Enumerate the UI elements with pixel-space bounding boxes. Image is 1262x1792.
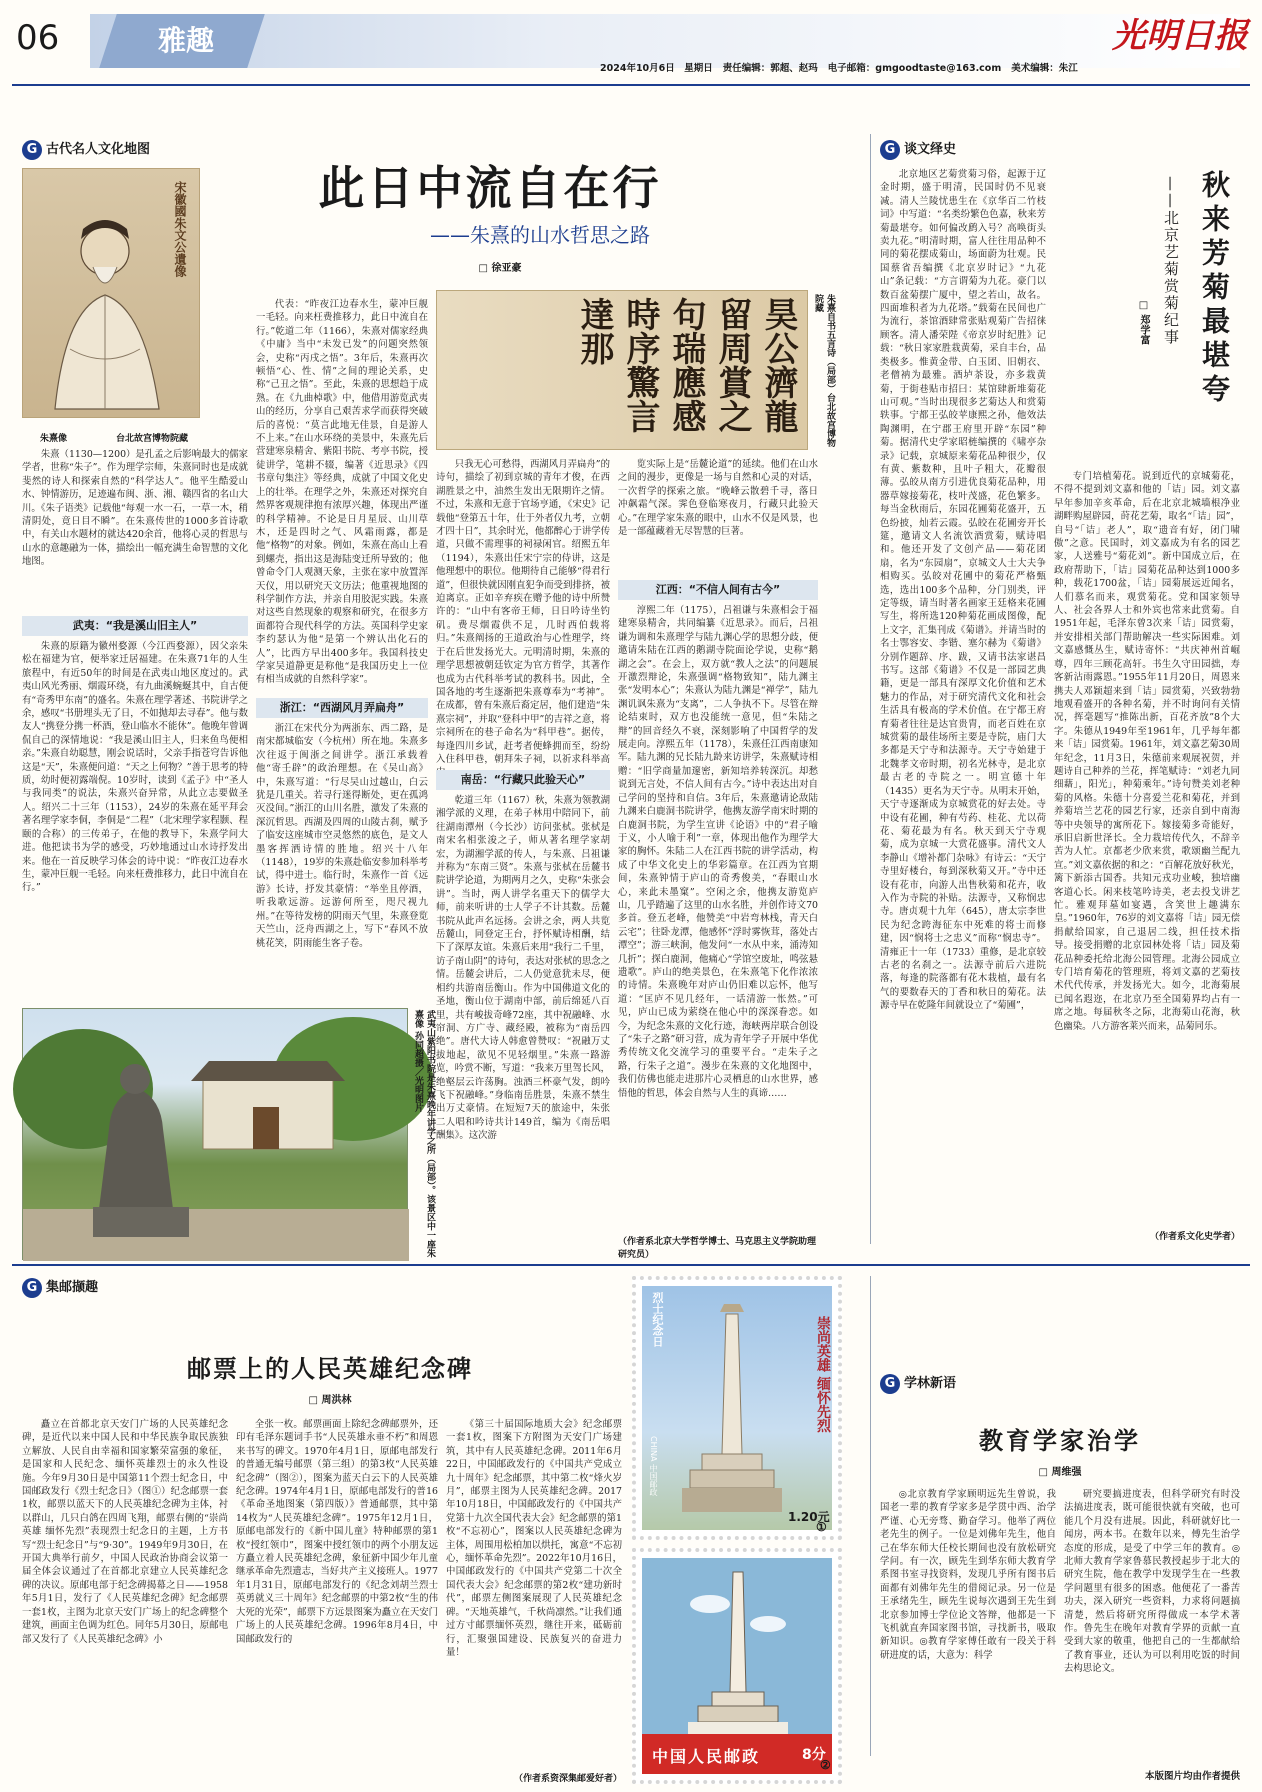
art-editor: 美术编辑：朱江: [1011, 63, 1078, 74]
stamps-author-note: （作者系资深集邮爱好者）: [513, 1774, 622, 1784]
vertical-divider: [870, 1276, 871, 1756]
statue-scene: [23, 1009, 409, 1261]
col3-body2: 乾道三年（1167）秋，朱熹为领教湖湘学派的义理，在弟子林用中陪同下，前往湖南潭州（今长沙）访问张栻。张栻是南宋名相张浚之子，师从著名理学家胡宏，为湖湘学派的传人，与朱熹、吕祖谦并称为“东南三贤”。朱熹与张栻在岳麓书院讲学论道，为期两月之久，史称“朱张会讲”。当时，两人讲学名重天下的儒学大师，前来听讲的士人学子不计其数。岳麓书院从此声名远扬。会讲之余，两人共览岳麓山，同登定王台，抒怀赋诗相酬，结下了深厚友谊。朱熹后来用“我行二千里，访子南山阴”的诗句，表达对张栻的思念之情。岳麓会讲后，二人仍觉意犹未尽，便相约共游南岳衡山。作为中国佛道文化的圣地，衡山位于湖南中部，前后绵延八百里，共有峻拔奇峰72座，其中祝融峰、水帘洞、方广寺、藏经殿，被称为“南岳四绝”。唐代大诗人韩愈曾赞叹：“祝融万丈拔地起，欲见不见轻烟里。”朱熹一路游览，吟赏不断，写道：“我来万里驾长风，绝壑层云许荡胸。浊酒三杯豪气发，朗吟飞下祝融峰。”身临南岳胜景，朱熹不禁生出万丈豪情。在短短7天的旅途中，朱张二人唱和吟诗共计149首，编为《南岳唱酬集》。这次游: [436, 795, 610, 1142]
calligraphy-text: 昊公濟龍留周賞之句瑞應感時序驚言達那: [574, 297, 798, 433]
culture-map-section-head: [22, 140, 150, 160]
stamps-col2: 全张一枚。邮票画面上除纪念碑邮票外，还印有毛泽东题词手书“人民英雄永垂不朽”和周恩来书写的碑文。1970年4月1日，原邮电部发行的普通无编号邮票（第三组）的第3枚“人民英雄纪念碑”（图②），图案为蓝天白云下的人民英雄纪念碑。1974年4月1日，原邮电部发行的普16《革命圣地图案（第四版）》普通邮票，其中第14枚为“人民英雄纪念碑”。1975年12月1日，原邮电部发行的《新中国儿童》特种邮票的第1枚“授红领巾”，图案中授红领巾的两个小朋友远方矗立着人民英雄纪念碑，象征新中国少年儿童继承革命先烈遗志，当好共产主义接班人。1977年1月31日，原邮电部发行的《纪念刘胡兰烈士英勇就义三十周年》纪念邮票的中第2枚“生的伟大死的光荣”，邮票下方远景图案为矗立在天安门广场上的人民英雄纪念碑。1996年8月4日，中国邮政发行的: [236, 1419, 438, 1645]
portrait-figure: [35, 199, 175, 414]
stamps-col3: 《第三十届国际地质大会》纪念邮票一套1枚，图案下方附图为天安门广场建筑，其中有人民英雄纪念碑。2011年6月22日，中国邮政发行的《中国共产党成立九十周年》纪念邮票，其中第二枚“烽火岁月”，邮票主图为人民英雄纪念碑。2017年10月18日，中国邮政发行的《中国共产党第十九次全国代表大会》纪念邮票的第1枚“不忘初心”，图案以人民英雄纪念碑为主体，周围用松柏加以烘托，寓意“不忘初心，缅怀革命先烈”。2022年10月16日，中国邮政发行的《中国共产党第二十次全国代表大会》纪念邮票的第2枚“建功新时代”，邮票左侧图案展现了人民英雄纪念碑。“天地英雄气，千秋尚凛然。”让我们通过方寸邮票缅怀英烈，继往开来，砥砺前行，汇聚强国建设、民族复兴的奋进力量！: [446, 1419, 622, 1658]
history-subtitle: ——北京艺菊赏菊纪事: [1162, 176, 1180, 346]
footer-note: 本版图片均由作者提供: [1144, 1771, 1240, 1782]
statue-photo: [22, 1008, 408, 1260]
section-label: 谈文绎史: [904, 142, 957, 157]
article-byline: □ 徐亚豪: [478, 263, 522, 274]
history-byline: □ 郑学富: [1138, 300, 1149, 345]
col4-body2: 淳熙二年（1175），吕祖谦与朱熹相会于福建寒泉精舍，共同编纂《近思录》。而后，吕祖谦为调和朱熹理学与陆九渊心学的思想分歧，便邀请朱陆在江西的鹅湖寺院面论学说，史称“鹅湖之会”。在会上，双方就“教人之法”的问题展开激烈辩论，朱熹强调“格物致知”，陆九渊主张“发明本心”；朱熹认为陆九渊是“禅学”，陆九渊讥讽朱熹为“支离”，二人争执不下。尽管在辩论结束时，双方也没能统一意见，但“朱陆之辩”的回音经久不衰，深刻影响了中国哲学的发展走向。淳熙五年（1178），朱熹任江西南康知军。陆九渊的兄长陆九龄来访讲学，朱熹赋诗相赠：“旧学商量加邃密，新知培养转深沉。却愁说到无言处，不信人间有古今。”诗中表达出对自己学问的坚持和自信。3年后，朱熹邀请论敌陆九渊来白鹿洞书院讲学，他携友游学南宋时期的白鹿洞书院，为学生宣讲《论语》中的“君子喻于义，小人喻于利”一章，体现出他作为理学大家的胸怀。朱陆二人在江西书院的讲学活动，构成了中华文化史上的华彩篇章。在江西为官期间，朱熹钟情于庐山的奇秀俊美，“春眼山水心，来此未墨窠”。空闲之余，他携友游览庐山，几乎踏遍了这里的山水名胜，并创作诗文70多首。登五老峰，他赞美“中岩弯林栈，青天白云宅”；往卧龙潭，他感怀“浮时雾恢茸，落处古潭空”；游三峡涧，他发问“一水从中来，涌涛知几折”；探白鹿洞，他痛心“学馆空废址，鸣弦悬遗歌”。庐山的绝美景色，在朱熹笔下化作浓浓的诗情。朱熹晚年对庐山仍旧难以忘怀，他写道：“匡庐不见几经年，一话清游一怅然。”可见，庐山已成为萦绕在他心中的深深眷恋。如今，为纪念朱熹的文化行迹，海峡两岸联合创设了“朱子之路”研习营，成为青年学子开展中华优秀传统文化交流学习的重要平台。“走朱子之路，行朱子之道”。漫步在朱熹的文化地图中，我们仿佛也能走进那片心灵栖息的山水世界，感悟他的哲思，体会自然与人生的真谛……: [618, 605, 818, 1099]
section-name: 雅趣: [158, 24, 215, 57]
subhead-jiangxi: 江西：“不信人间有古今”: [618, 580, 818, 600]
subhead-zhejiang: 浙江：“西湖风月弄扁舟”: [256, 698, 428, 718]
portrait-credit: 台北故宫博物院藏: [116, 434, 189, 444]
stamps-byline: □ 周洪林: [308, 1395, 352, 1406]
bottom-separator: [12, 1264, 1250, 1266]
portrait-inscription: 宋徽國朱文公遺像: [173, 181, 187, 277]
col1-body: 朱熹的原籍为徽州婺源（今江西婺源），因父亲朱松在福建为官，便举家迁居福建。在朱熹71年的人生旅程中，有近50年的时间是在武夷山地区度过的。武夷山风光秀丽、烟霞环绕，有九曲溪蜿蜒其中，自古便有“奇秀甲东南”的盛名。朱熹在理学著述、书院讲学之余，感叹“书册埋头无了日，不如抛却去寻春”。他与数友人“携登分携一杯酒，登山临水不能休”。他晚年曾调侃自己的深情地说：“我是溪山旧主人，归来鱼鸟便相亲。”朱熹自幼聪慧，刚会说话时，父亲手指苍穹告诉他这是“天”，朱熹便问道：“天之上何物？”善于思考的特质，幼时便初露端倪。10岁时，读到《孟子》中“圣人与我同类”的说法，朱熹兴奋异常，从此立志要做圣人。绍兴二十三年（1153），24岁的朱熹在延平拜会著名理学家李侗，李侗是“二程”（北宋理学家程颢、程颐的合称）的三传弟子，在他的教导下，朱熹学问大进。他把读书为学的感受，巧妙地通过山水诗抒发出来。他在一首反映学习体会的诗中说：“昨夜江边春水生，蒙冲巨舰一毛轻。向来枉费推移力，此日中流自在行。”: [22, 641, 248, 894]
section-g-icon: G: [880, 140, 900, 160]
col2-body-top: 代表：“昨夜江边春水生，蒙冲巨舰一毛轻。向来枉费推移力，此日中流自在行。”乾道二年（1166），朱熹对儒家经典《中庸》当中“未发已发”的问题突然领会，史称“丙戌之悟”。3年后，朱熹再次顿悟“心、性、情”之间的理论关系，史称“己丑之悟”。至此，朱熹的思想趋于成熟。在《九曲棹歌》中，他借用游览武夷山的经历，分享自己艰苦求学而获得突破后的喜悦：“莫言此地无佳景，自是游人不上来。”在山水环绕的美景中，朱熹先后营建寒泉精舍、紫阳书院、考亭书院，授徒讲学，笔耕不辍，编著《近思录》《四书章句集注》等经典，成就了中国文化史上的壮举。在理学之外，朱熹还对探究自然界客观规律抱有浓厚兴趣，体现出严谨的科学精神。不论是日月星辰、山川草木，还是四时之气、风霜雨露，都是他“格物”的对象。例如，朱熹在高山上看到螺壳，指出这是海陆变迁所导致的；他曾命令门人观测天象，主张在家中放置浑天仪，用以研究天文历法；他重视地图的科学制作方法，并亲自用胶泥实践。朱熹对这些自然现象的观察和研究，在很多方面都符合现代科学的方法。英国科学史家李约瑟认为他“是第一个辨认出化石的人”，比西方早出400多年。我国科技史学家吴道静更是称他“是我国历史上一位有相当成就的自然科学家”。: [256, 299, 428, 686]
header-info: [600, 62, 1078, 76]
academic-title: 教育学家治学: [979, 1426, 1141, 1455]
zhuxi-portrait: [22, 168, 200, 418]
stamps-title: 邮票上的人民英雄纪念碑: [187, 1354, 473, 1383]
header-band: [90, 14, 1240, 68]
portrait-caption: 朱熹像: [40, 434, 68, 444]
col4-body: 览实际上是“岳麓论道”的延续。他们在山水之间的漫步，更像是一场与自然和心灵的对话，一次哲学的探索之旅。“晚峰云散碧千寻，落日冲飙霜气深。霁色登临寒夜月，行藏只此验天心。”在理学家朱熹的眼中，山水不仅是风景，也是一部蕴藏着无尽智慧的巨著。: [618, 459, 818, 538]
academic-section-head: [880, 1374, 956, 1394]
history-title: 秋来芳菊最堪夸: [1198, 170, 1231, 408]
article-title: 此日中流自在行: [318, 161, 662, 215]
academic-col2: 研究要搞进度表，但科学研究有时没法搞进度表，既可能很快就有突破，也可能几个月没有进展。因此，科研就好比一闻房，两本书。在数年以来，傅先生治学态度的形成，是受了中学三年的教育。◎北师大教育学家鲁慕民教授起步于北大的研究生院，他在教学中发现学生在一些教学问题里有很多的困惑。他便花了一番苦功夫，深入研究一些资料，力求将问题搞清楚，然后将研究所得做成一本学术著作。鲁先生在晚年对教育学界的贡献一直受到大家的敬重，他把自己的一生都献给了教育事业，还认为可以利用吃饭的时间去构思论文。: [1064, 1489, 1240, 1675]
email: 电子邮箱：gmgoodtaste@163.com: [827, 63, 1002, 74]
history-col1: 北京地区艺菊赏菊习俗，起源于辽金时期，盛于明清，民国时仍不见衰减。清人兰陵忧患生在《京华百二竹枝词》中写道：“名类纷繁色色嘉，秋来芳菊最堪夸。如何偏改鹧入号？高唤街头卖九花。”明清时期，富人往往用品种不同的菊花摆成菊山，场面蔚为壮观。民国蔡省吾编撰《北京岁时记》“九花山”条记载：“方言谓菊为九花。豪门以数百盆菊摆广厦中，望之若山，故名。四面堆积者为九花塔。”载菊在民间也广为流行，茶馆酒肆常张贴观菊广告招徕顾客。清人潘荣陛《帝京岁时纪胜》记载：“秋日家家胜栽黄菊，采自丰台，品类极多。惟黄金带、白玉团、旧朝衣、老僧衲为最雅。酒垆茶设，亦多栽黄菊，于街巷贴市招曰：某馆肆新堆菊花山可观。”当时出现很多艺菊达人和赏菊轶事。宁都王弘皎苹康熙之孙，他效法陶渊明，在宁郡王府里开辟“东园”种菊。据清代史学家昭梿编撰的《啸亭杂录》记载，京城原来菊花品种很少，仅有黄、紫数种，且叶子粗大，花瓣很薄。弘皎从南方引进优良菊花品种，用器草嫁接菊花，枝叶茂盛，花色繁多。每当金秋雨后，东园花圃菊花盛开，五色纷披，灿若云霞。弘皎在花圃旁开长筵，邀请文人名流饮酒赏菊，赋诗唱和。他还开发了文创产品——菊花团扇，名为“东园扇”，京城文人士大夫争相购买。弘皎对花圃中的菊花严格甄选，选出100多个品种，分门别类，评定等级，请当时著名画家王廷格来花圃写生，将所选120种菊花画成图像，配上文字，汇集刊成《菊谱》。并请当时的名士鄂容安、李锴、塞尔赫为《菊谱》分别作题辞、序、跋，又请书法家谌昌书写。这部《菊谱》不仅是一部园艺典籍，更是一部具有深厚文化价值和艺术魅力的作品，对于研究清代文化和社会生活具有极高的学术价值。在宁都王府育菊者往往是达官贵胄，而老百姓在京城赏菊的最佳场所主要是寺院，庙门大多都是天宁寺和法源寺。天宁寺始建于北魏孝文帝时期，初名光林寺，是北京最古老的寺院之一。明宣德十年（1435）更名为天宁寺。从明末开始，天宁寺逐渐成为京城赏花的好去处。寺中设有花圃，种有芍药、桂花、尤以荷花、菊花最为有名。秋天到天宁寺观菊，成为京城一大赏花盛事。清代文人李静山《增补都门杂咏》有诗云：“天宁寺里好楼台，每到深秋菊又开。”寺中还设有花市，向游人出售秋菊和花卉，收入作为寺院的补贴。法源寺，又称悯忠寺。唐贞观十九年（645），唐太宗李世民为纪念跨海征东中死难的将士而修建，因“悯将士之忠义”而称“悯忠寺”。清雍正十一年（1733）重修，是北京较古老的名刹之一。法源寺前后六进院落，每逢的院落都有花木栽植，最有名气的要数春天的丁香和秋日的菊花。法源寺早在乾隆年间就设立了“菊圃”，: [880, 169, 1046, 1012]
section-g-icon: G: [22, 140, 42, 160]
date: 2024年10月6日 星期日: [600, 63, 713, 74]
stamps-col1: 矗立在首都北京天安门广场的人民英雄纪念碑，是近代以来中国人民和中华民族争取民族独立解放、人民自由幸福和国家繁荣富强的象征，是国家和人民纪念、缅怀英雄烈士的永久性设施。今年9月30日是中国第11个烈士纪念日，中国邮政发行《烈士纪念日》（图①）纪念邮票一套1枚，邮票以蓝天下的人民英雄纪念碑为主体，衬以群山，几只白鸽在四周飞翔，邮票右侧的“崇尚英雄 缅怀先烈”表现烈士纪念日的主题，上方书写“烈士纪念日”与“9·30”。1949年9月30日，在开国大典举行前夕，中国人民政治协商会议第一届全体会议通过了在首都北京建立人民英雄纪念碑的决议。原邮电部于纪念碑揭幕之日——1958年5月1日，发行了《人民英雄纪念碑》纪念邮票一套1枚，主图为北京天安门广场上的纪念碑整个建筑，画面主色调为红色。同年5月30日，原邮电部又发行了《人民英雄纪念碑》小: [22, 1419, 228, 1645]
subhead-wuyi: 武夷：“我是溪山旧主人”: [22, 616, 248, 636]
stamp2-marker: ②: [820, 1758, 831, 1772]
stamp2-value: 8分: [802, 1747, 826, 1763]
stamp1-marker: ①: [816, 1520, 827, 1534]
academic-col1: ◎北京教育学家顾明远先生曾说，我国老一辈的教育学家多是学贯中西、治学严谨、心无旁骛、勤奋学习。他举了两位老先生的例子。一位是刘佛年先生，他自己在华东师大任校长期间也没有放松研究学问。有一次，顾先生到华东师大教育学系图书室寻找资料，发现几乎所有图书后面都有刘佛年先生的借阅记录。另一位是王承绪先生，顾先生说每次遇到王先生到北京参加博士学位论文答辩，他都是一下飞机就直奔国家图书馆，寻找新书，吸取新知识。◎教育学家傅任敢有一段关于科研进度的话，大意为：科学: [880, 1489, 1056, 1661]
section-label: 学林新语: [904, 1376, 957, 1391]
stamp1-vertical-text: 烈士纪念日: [651, 1292, 664, 1347]
statue-caption: 武夷山紫阳书院是朱熹晚年讲学之所（局部）。该景区中一座朱熹像 孙同超摄／光明图片: [413, 1010, 435, 1258]
article-subtitle: ——朱熹的山水哲思之路: [430, 223, 650, 247]
section-label: 集邮撷趣: [46, 1280, 99, 1295]
stamp2-country: 中国人民邮政: [652, 1747, 761, 1766]
stamp1-country: CHINA 中国邮政: [649, 1436, 658, 1496]
monument-icon: [682, 1304, 782, 1514]
monument-icon: [688, 1564, 788, 1740]
newspaper-logo: 光明日报: [1112, 16, 1248, 56]
section-g-icon: G: [880, 1374, 900, 1394]
col3-body: 只我无心可愁得，西湖风月弄扁舟”的诗句，描绘了初到京城的青年才俊，在西湖胜景之中，油然生发出无限期许之情。不过，朱熹和无意于官场亨通，《宋史》记载他“登第五十年，仕于外者仅九考，立朝才四十日”，其余时光，他都醉心于讲学传道，只做不需理事的祠禄闲官。绍熙五年（1194），朱熹出任宋宁宗的侍讲，这是他理想中的职位。他期待自己能够“得君行道”，但很快就因刚直犯争而受到排挤，被迫离京。正如辛弃疾在赠予他的诗中所赞许的：“山中有客帝王师，日日吟诗坐钓矶。费尽烟霞供不足，几时西伯载将归。”朱熹阐扬的王道政治与心性理学，终于在后世发扬光大。元明清时期，朱熹的理学思想被朝廷钦定为官方哲学，其著作也成为古代科举考试的教科书。因此，全国各地的考生逐渐把朱熹尊奉为“考神”。在成都，曾有朱熹后裔定居，他们建造“朱熹宗祠”，并取“登科中甲”的吉祥之意，将宗祠所在的巷子命名为“科甲巷”。据传，每逢四川乡试，赶考者便蜂拥而至，纷纷入住科甲巷，朝拜朱子祠，以祈求科举高: [436, 459, 610, 765]
stamp-monument-1970: [632, 1548, 842, 1784]
stamp1-value: 1.20元: [788, 1510, 830, 1524]
page-header: [0, 0, 1262, 95]
section-g-icon: G: [22, 1278, 42, 1298]
page-number: 06: [16, 18, 60, 58]
history-author-note: （作者系文化史学者）: [1149, 1232, 1240, 1242]
stamps-section-head: [22, 1278, 98, 1298]
academic-byline: □ 周维强: [1038, 1467, 1082, 1478]
history-section-head: [880, 140, 956, 160]
header-rule: [12, 84, 1250, 86]
subhead-nanyue: 南岳：“行藏只此验天心”: [436, 770, 610, 790]
vertical-divider: [870, 134, 871, 1244]
editors: 责任编辑：郭超、赵玛: [722, 63, 818, 74]
calligraphy-image: [436, 290, 808, 450]
stamp1-slogan: 崇尚英雄 缅怀先烈: [815, 1316, 831, 1433]
col2-body-bottom: 浙江在宋代分为两浙东、西二路，是南宋都城临安（今杭州）所在地。朱熹多次往返于闽浙之间讲学。浙江承载着他“寄壬辟”的政治理想。在《吴山高》中，朱熹写道：“行尽吴山过越山，白云犹是几重关。若寻行迷得断处，更在孤鸿灭没间。”浙江的山川名胜，激发了朱熹的深沉哲思。西湖及四周的山陵古刹，赋予了临安这座城市空灵悠然的底色，是文人墨客挥洒诗情的胜地。绍兴十八年（1148），19岁的朱熹赴临安参加科举考试，得中进士。临行时，朱熹作一首《远游》长诗，抒发其豪情：“举坐且停酒，听我歌远游。远游何所至，咫尺视九州。”在等待发榜的阴雨天气里，朱熹登览天竺山，泛舟西湖之上，写下“春风不放桃花笑，阴雨能生客子卷。: [256, 723, 428, 949]
stamp-martyrs-day: [632, 1276, 842, 1540]
history-col2: 专门培植菊花。说到近代的京城菊花，不得不提到刘文嘉和他的「诘」园。刘文嘉早年参加辛亥革命，后在北京北城墙根净业湖畔购屋辟园，莳花艺菊，取名“「诘」园”，自号“「诘」老人”，取“遗音有好，闭门啸傲”之意。民国时，刘文嘉成为有名的园艺家，人送雅号“菊花刘”。新中国成立后，在政府帮助下，「诘」园菊花品种达到1000多种，载花1700盆，「诘」园菊展远近闻名，人们慕名而来，观赏菊花。党和国家领导人、社会各界人士和外宾也常来此赏菊。自1951年起，毛泽东曾3次来「诘」园赏菊，并安排相关部门帮助解决一些实际困难。刘文嘉感慨丛生，赋诗寄怀：“共庆神州首崛尊，四年三顾花高轩。书生久守田园拙，寿客新沾雨露恩。”1955年11月20日，周恩来携夫人邓颖超来到「诘」园赏菊，兴致勃勃地观看盛开的各种名菊，并不时询问有关情况，挥毫题写“推陈出新，百花齐放”8个大字。朱德从1949年至1961年，几乎每年都来「诘」园赏菊。1961年，刘文嘉艺菊30周年纪念，11月3日，朱德前来观展祝贺，并题诗自己种养的兰花，挥笔赋诗：“刘老九同细藉」，阳光」，种菊乘年。”诗句赞美刘老种菊的风格。朱德十分喜爱兰花和菊花，并到养菊培兰艺花的园艺行家，还亲自到中南海等中央领导的寓所花下。嫁接菊多奇能好，承旧启新世泽长。全力栽培传代久，不辞辛苦为人忙。京都老少欣来赏，歌颂幽兰配九宣。”刘文嘉依据的和之：“百解花放好秋光，篱下新添古国香。共知元戎功业峻，独培幽客道心长。闲来枝笔吟诗美，老去投戈讲艺忙。雅观拜墓如宴遇，含笑世上趣满东皇。”1960年，76岁的刘文嘉将「诘」园无偿捐献给国家，自己退居二线，担任技术指导。接受捐赠的北京园林处将「诘」园及菊花品种委托给北海公园管理。北海公园成立专门培育菊花的管理班，将刘文嘉的艺菊技术代代传承，并发扬光大。如今，北海菊展已闻名遐迩，在北京乃至全国菊界均占有一席之地。每届秋冬之际，北海菊山花海，秋色幽染。八方游客莱兴而来，品菊同乐。: [1054, 471, 1240, 1032]
calligraphy-caption: 朱熹自书五言诗（局部）台北故宫博物院藏: [813, 294, 835, 447]
author-note: （作者系北京大学哲学博士、马克思主义学院助理研究员）: [618, 1237, 817, 1260]
section-label: 古代名人文化地图: [46, 142, 151, 157]
intro-paragraph: 朱熹（1130—1200）是孔孟之后影响最大的儒家学者，世称“朱子”。作为理学宗师，朱熹同时也是成就斐然的诗人和探索自然的“科学达人”。他平生酷爱山水、钟情游历，足迹遍布闽、浙、湘、赣四省的名山大川。《朱子语类》记载他“每观一水一石，一草一木，稍清阴处，竟日目不瞬”。在朱熹传世的1000多首诗歌中，有关山水题材的就达420余首，他将心灵的哲思与山水的意趣融为一体，描绘出一幅充满生命智慧的文化地图。: [22, 449, 248, 568]
